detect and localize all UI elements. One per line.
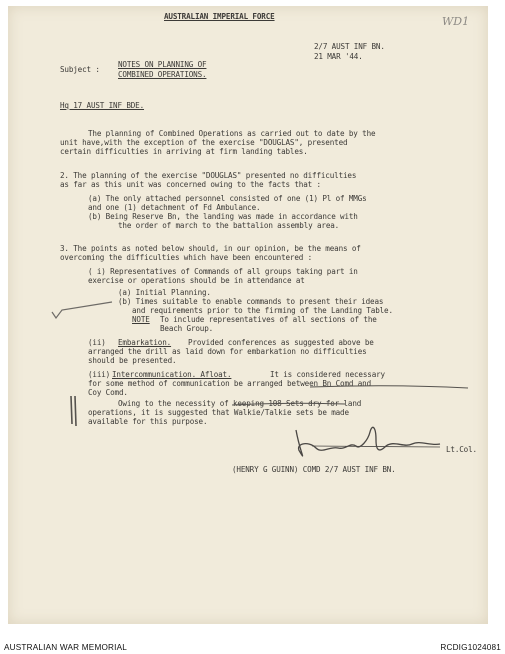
unit-reference: 2/7 AUST INF BN. bbox=[314, 42, 385, 51]
para3-line: Beach Group. bbox=[160, 324, 214, 333]
para3-line: 3. The points as noted below should, in our opinion, be the means of bbox=[60, 244, 361, 253]
para3-line: and requirements prior to the firming of the Landing Table. bbox=[132, 306, 393, 315]
para3-line: operations, it is suggested that Walkie/Talkie sets be made bbox=[88, 408, 349, 417]
para3-line: should be presented. bbox=[88, 356, 177, 365]
subject-label: Subject : bbox=[60, 65, 100, 74]
para3-line: To include representatives of all sections of the bbox=[160, 315, 377, 324]
para3-line: available for this purpose. bbox=[88, 417, 208, 426]
note-label: NOTE bbox=[132, 315, 150, 324]
para2-line: (a) The only attached personnel consisted of one (1) Pl of MMGs bbox=[88, 194, 367, 203]
addressee: Hq 17 AUST INF BDE. bbox=[60, 101, 145, 110]
para1-line: unit have,with the exception of the exercise "DOUGLAS", presented bbox=[60, 138, 348, 147]
subject-line-1: NOTES ON PLANNING OF bbox=[118, 60, 207, 69]
archive-mark: WD1 bbox=[442, 15, 470, 28]
intercommunication-heading: Intercommunication. Afloat. bbox=[112, 370, 232, 379]
para3-line: Provided conferences as suggested above be bbox=[188, 338, 374, 347]
para3-line: arranged the drill as laid down for embarkation no difficulties bbox=[88, 347, 367, 356]
para3-line: Coy Comd. bbox=[88, 388, 128, 397]
para2-line: 2. The planning of the exercise "DOUGLAS" presented no difficulties bbox=[60, 171, 357, 180]
para1-line: certain difficulties in arriving at firm landing tables. bbox=[60, 147, 308, 156]
para2-line: and one (1) detachment of Fd Ambulance. bbox=[88, 203, 261, 212]
item-ii-numeral: (ii) bbox=[88, 338, 106, 347]
footer-institution: AUSTRALIAN WAR MEMORIAL bbox=[4, 643, 128, 652]
item-iii-numeral: (iii) bbox=[88, 370, 111, 379]
para3-line: (a) Initial Planning. bbox=[118, 288, 211, 297]
para3-line: (b) Times suitable to enable commands to present their ideas bbox=[118, 297, 384, 306]
para3-line: Owing to the necessity of keeping 108 Sets dry for land bbox=[118, 399, 362, 408]
para2-line: the order of march to the battalion assembly area. bbox=[118, 221, 340, 230]
para3-line: It is considered necessary bbox=[270, 370, 385, 379]
para3-line: overcoming the difficulties which have been encountered : bbox=[60, 253, 313, 262]
para3-line: ( i) Representatives of Commands of all groups taking part in bbox=[88, 267, 358, 276]
para3-line: exercise or operations should be in attendance at bbox=[88, 276, 305, 285]
letter-date: 21 MAR '44. bbox=[314, 52, 363, 61]
subject-line-2: COMBINED OPERATIONS. bbox=[118, 70, 207, 79]
signature-rank: Lt.Col. bbox=[446, 445, 477, 454]
letterhead: AUSTRALIAN IMPERIAL FORCE bbox=[164, 12, 275, 21]
para2-line: (b) Being Reserve Bn, the landing was made in accordance with bbox=[88, 212, 358, 221]
para2-line: as far as this unit was concerned owing to the facts that : bbox=[60, 180, 321, 189]
para1-line: The planning of Combined Operations as carried out to date by the bbox=[88, 129, 376, 138]
footer-record-id: RCDIG1024081 bbox=[440, 643, 501, 652]
embarkation-heading: Embarkation. bbox=[118, 338, 172, 347]
para3-line: for some method of communication be arranged between Bn Comd and bbox=[88, 379, 371, 388]
signature-block: (HENRY G GUINN) COMD 2/7 AUST INF BN. bbox=[232, 465, 396, 474]
